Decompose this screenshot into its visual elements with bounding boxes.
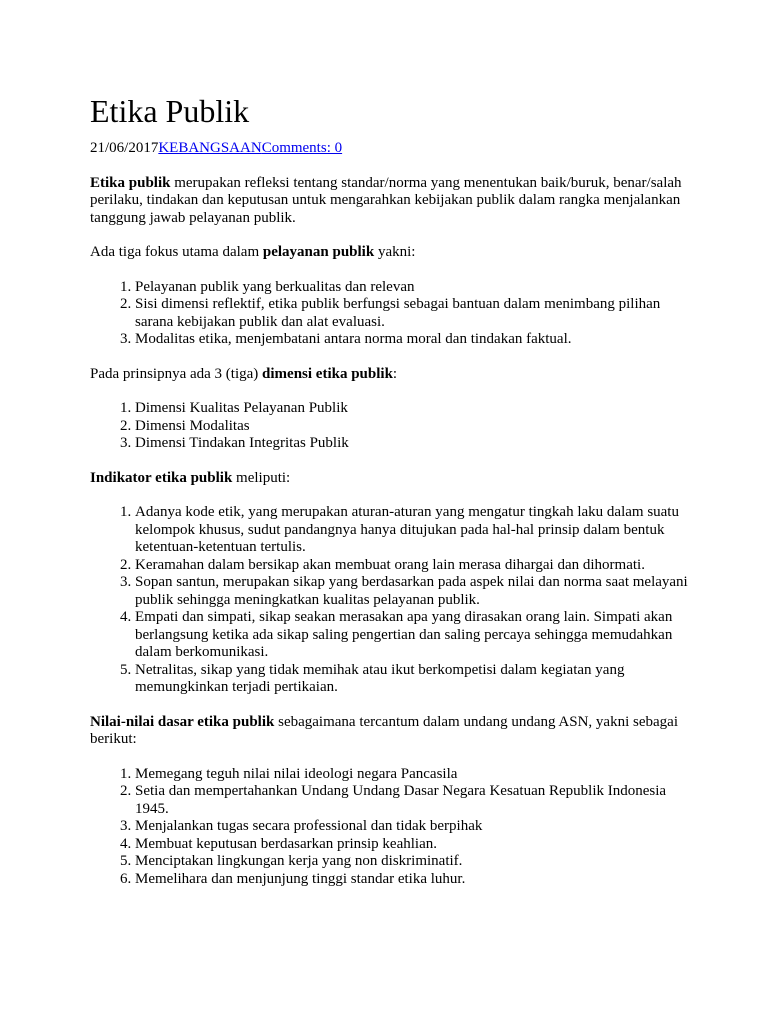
dimensions-bold: dimensi etika publik [262,365,393,382]
values-heading [90,714,690,749]
list-item: 3. Dimensi Tindakan Integritas Publik [135,435,690,453]
intro-paragraph [90,175,690,228]
list-item: 1. Adanya kode etik, yang merupakan aturan-aturan yang mengatur tingkah laku dalam suatu kelompok khusus, sudut pandangnya hanya ditujukan pada hal-hal prinsip dalam bentuk ketentuan-ketentuan tertulis. [135,504,690,557]
list-item: 1. Dimensi Kualitas Pelayanan Publik [135,400,690,418]
list-item: 5. Menciptakan lingkungan kerja yang non diskriminatif. [135,853,690,871]
intro-bold: Etika publik [90,174,171,191]
focus-heading [90,244,690,262]
dimensions-post: : [392,365,398,382]
list-item: 3. Menjalankan tugas secara professional dan tidak berpihak [135,818,690,836]
list-item: 4. Empati dan simpati, sikap seakan merasakan apa yang dirasakan orang lain. Simpati akan berlangsung ketika ada sikap saling pengertian dan saling percaya sehingga memudahkan dalam berkomunikasi. [135,609,690,662]
list-item: 2. Setia dan mempertahankan Undang Undang Dasar Negara Kesatuan Republik Indonesia 1945. [135,783,690,818]
post-meta [90,140,690,158]
list-item: 5. Netralitas, sikap yang tidak memihak atau ikut berkompetisi dalam kegiatan yang memungkinkan terjadi pertikaian. [135,662,690,697]
values-bold: Nilai-nilai dasar etika publik [90,713,275,730]
dimensions-list [90,400,690,453]
intro-text: merupakan refleksi tentang standar/norma yang menentukan baik/buruk, benar/salah perilaku, tindakan dan keputusan untuk mengarahkan kebijakan publik dalam rangka menjalankan tanggung jawab pelayanan publik. [90,174,682,226]
article [90,92,690,905]
list-item: 6. Memelihara dan menjunjung tinggi standar etika luhur. [135,871,690,889]
category-link[interactable]: KEBANGSAAN [158,140,262,156]
page-title: Etika Publik [90,93,250,129]
focus-pre: Ada tiga fokus utama dalam [90,244,263,260]
list-item: 1. Memegang teguh nilai nilai ideologi negara Pancasila [135,766,690,784]
indicators-bold: Indikator etika publik [90,469,233,486]
list-item: 2. Sisi dimensi reflektif, etika publik berfungsi sebagai bantuan dalam menimbang pilihan sarana kebijakan publik dan alat evaluasi. [135,296,690,331]
post-date: 21/06/2017 [90,140,159,156]
focus-post: yakni: [374,244,416,260]
dimensions-heading [90,366,690,384]
list-item: 2. Keramahan dalam bersikap akan membuat orang lain merasa dihargai dan dihormati. [135,557,690,575]
comments-link[interactable]: Comments: 0 [261,140,343,156]
indicators-heading [90,470,690,488]
dimensions-pre: Pada prinsipnya ada 3 (tiga) [90,365,263,382]
list-item: 2. Dimensi Modalitas [135,418,690,436]
focus-list [90,279,690,349]
focus-bold: pelayanan publik [262,244,375,260]
indicators-post: meliputi: [232,469,291,486]
list-item: 3. Sopan santun, merupakan sikap yang berdasarkan pada aspek nilai dan norma saat melayani publik sehingga meningkatkan kualitas pelayanan publik. [135,574,690,609]
values-post: sebagaimana tercantum dalam undang undang ASN, yakni sebagai berikut: [90,713,678,747]
values-list [90,766,690,889]
list-item: 1. Pelayanan publik yang berkualitas dan relevan [135,279,690,297]
indicators-list [90,504,690,697]
list-item: 4. Membuat keputusan berdasarkan prinsip keahlian. [135,836,690,854]
list-item: 3. Modalitas etika, menjembatani antara norma moral dan tindakan faktual. [135,331,690,349]
